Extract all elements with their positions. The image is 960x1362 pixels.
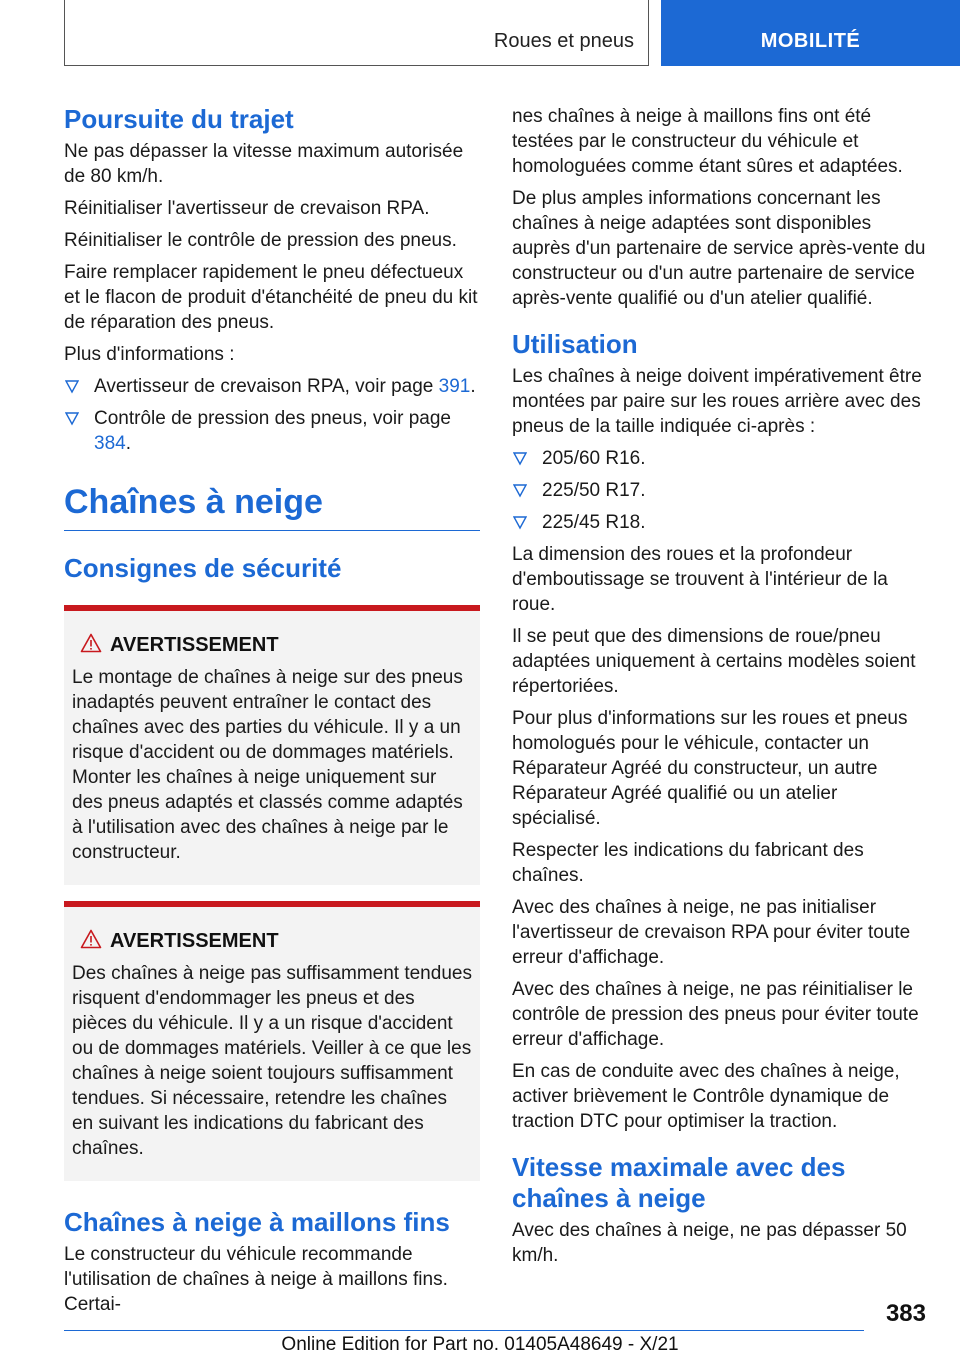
paragraph: Réinitialiser le contrôle de pression des pneus. xyxy=(64,230,457,251)
footer-divider xyxy=(64,1330,864,1331)
paragraph: De plus amples informations concernant les chaînes à neige adaptées sont disponibles auprès d'un partenaire de service après-vente du constructeur ou d'un autre partenaire de service après-vente qualifié ou d'un atelier qualifié. xyxy=(512,188,926,309)
paragraph: nes chaînes à neige à maillons fins ont été testées par le constructeur du véhicule et homologuées comme étant sûres et adaptées. xyxy=(512,106,903,177)
triangle-bullet-icon xyxy=(65,378,79,394)
warning-title xyxy=(72,633,472,657)
header-frame xyxy=(64,0,649,66)
footer-edition: Online Edition for Part no. 01405A48649 - X/21 xyxy=(281,1334,679,1355)
warning-text: Le montage de chaînes à neige sur des pneus inadaptés peuvent entraîner le contact des chaînes avec des parties du véhicule. Il y a un risque d'accident ou de dommages matériels. Monter les chaînes à neige uniquement sur des pneus adaptés et classés comme adaptés à l'utilisation avec des chaînes à neige par le constructeur. xyxy=(72,667,463,863)
list-item-text: Contrôle de pression des pneus, voir page xyxy=(94,408,452,429)
heading-utilisation: Utilisation xyxy=(512,329,638,359)
page-link-384[interactable]: 384 xyxy=(94,433,126,454)
right-column xyxy=(512,104,928,1275)
reference-list xyxy=(64,374,480,456)
page-link-391[interactable]: 391 xyxy=(438,376,471,397)
heading-poursuite: Poursuite du trajet xyxy=(64,104,294,134)
page-number: 383 xyxy=(885,1300,926,1327)
tire-size: 225/50 R17. xyxy=(542,480,646,501)
heading-vitesse: Vitesse maximale avec des chaînes à neige xyxy=(512,1152,846,1213)
paragraph: Respecter les indications du fabricant des chaînes. xyxy=(512,840,864,886)
triangle-bullet-icon xyxy=(513,482,527,498)
triangle-bullet-icon xyxy=(513,450,527,466)
warning-triangle-icon xyxy=(80,633,102,653)
warning-text: Des chaînes à neige pas suffisamment tendues risquent d'endommager les pneus et des pièces du véhicule. Il y a un risque d'accident ou de dommages matériels. Veiller à ce que les chaînes à neige soient toujours suffisamment tendues. Si nécessaire, retendre les chaînes en suivant les indications du fabricant des chaînes. xyxy=(72,963,472,1159)
list-item-end: . xyxy=(470,376,476,397)
heading-maillons: Chaînes à neige à maillons fins xyxy=(64,1207,450,1237)
paragraph: Les chaînes à neige doivent impérativement être montées par paire sur les roues arrière avec des pneus de la taille indiquée ci-après : xyxy=(512,366,922,437)
tire-size-list xyxy=(512,446,928,535)
list-item xyxy=(64,406,480,456)
list-item xyxy=(512,510,928,535)
triangle-bullet-icon xyxy=(65,410,79,426)
warning-title xyxy=(72,929,472,953)
warning-title-text: AVERTISSEMENT xyxy=(110,930,279,952)
paragraph: Faire remplacer rapidement le pneu défectueux et le flacon de produit d'étanchéité de pneu du kit de réparation des pneus. xyxy=(64,262,478,333)
paragraph: Réinitialiser l'avertisseur de crevaison RPA. xyxy=(64,198,430,219)
paragraph: Avec des chaînes à neige, ne pas réinitialiser le contrôle de pression des pneus pour éviter toute erreur d'affichage. xyxy=(512,979,919,1050)
paragraph: Ne pas dépasser la vitesse maximum autorisée de 80 km/h. xyxy=(64,141,464,187)
section-heading: Consignes de sécurité xyxy=(64,553,342,583)
chapter-tab-label: MOBILITÉ xyxy=(760,30,861,52)
warning-title-text: AVERTISSEMENT xyxy=(110,634,279,656)
triangle-bullet-icon xyxy=(513,514,527,530)
paragraph: La dimension des roues et la profondeur d'emboutissage se trouvent à l'intérieur de la roue. xyxy=(512,544,888,615)
list-item xyxy=(64,374,480,399)
paragraph: En cas de conduite avec des chaînes à neige, activer brièvement le Contrôle dynamique de traction DTC pour optimiser la traction. xyxy=(512,1061,900,1132)
list-item xyxy=(512,446,928,471)
warning-box xyxy=(64,901,480,1181)
paragraph: Avec des chaînes à neige, ne pas dépasser 50 km/h. xyxy=(512,1220,907,1266)
warning-box xyxy=(64,605,480,885)
left-column xyxy=(64,104,480,1324)
chapter-tab[interactable] xyxy=(661,0,960,66)
paragraph: Il se peut que des dimensions de roue/pneu adaptées uniquement à certains modèles soient répertoriées. xyxy=(512,626,916,697)
list-item xyxy=(512,478,928,503)
paragraph: Plus d'informations : xyxy=(64,344,235,365)
tire-size: 205/60 R16. xyxy=(542,448,646,469)
paragraph: Pour plus d'informations sur les roues et pneus homologués pour le véhicule, contacter un Réparateur Agréé du constructeur, un autre Réparateur Agréé qualifié ou un atelier spécialisé. xyxy=(512,708,908,829)
chapter-heading: Chaînes à neige xyxy=(64,482,480,531)
warning-triangle-icon xyxy=(80,929,102,949)
paragraph: Le constructeur du véhicule recommande l'utilisation de chaînes à neige à maillons fins. Certai- xyxy=(64,1244,448,1315)
list-item-end: . xyxy=(125,433,131,454)
tire-size: 225/45 R18. xyxy=(542,512,646,533)
paragraph: Avec des chaînes à neige, ne pas initialiser l'avertisseur de crevaison RPA pour éviter toute erreur d'affichage. xyxy=(512,897,911,968)
section-title: Roues et pneus xyxy=(493,30,634,52)
list-item-text: Avertisseur de crevaison RPA, voir page xyxy=(94,376,439,397)
